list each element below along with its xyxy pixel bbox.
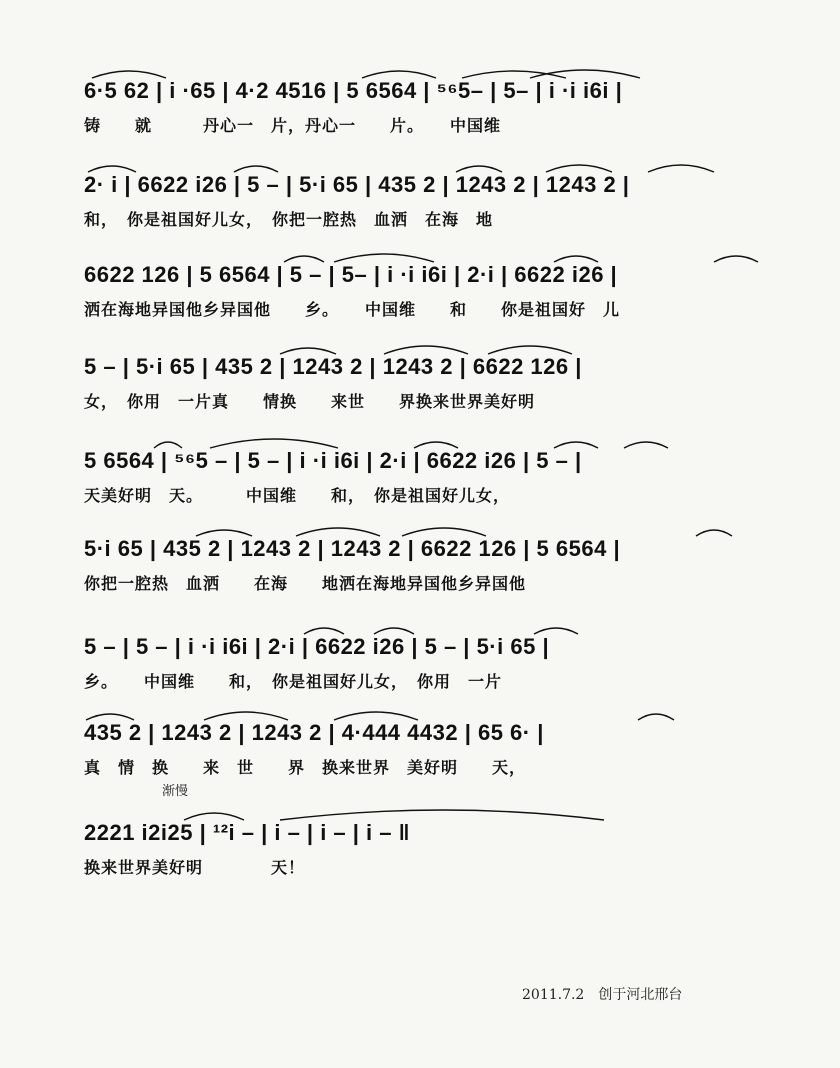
music-system-4: [84, 350, 760, 430]
tempo-marking: 渐慢: [162, 784, 189, 799]
jianpu-notes: 5 6564 | ⁵⁶5 – | 5 – | i ·i i6i | 2·i | 6622 i26 | 5 – |: [84, 448, 582, 473]
jianpu-notes: 6·5 62 | i ·65 | 4·2 4516 | 5 6564 | ⁵⁶5– | 5– | i ·i i6i |: [84, 78, 623, 103]
lyrics-line: 你把一腔热 血洒 在海 地洒在海地异国他乡异国他: [84, 574, 527, 593]
lyrics-line: 女， 你用 一片真 情换 来世 界换来世界美好明: [84, 392, 536, 411]
lyrics-line: 铸 就 丹心一 片，丹心一 片。 中国维: [84, 116, 502, 135]
jianpu-notes: 5·i 65 | 435 2 | 1243 2 | 1243 2 | 6622 126 | 5 6564 |: [84, 536, 621, 561]
jianpu-notes: 435 2 | 1243 2 | 1243 2 | 4·444 4432 | 65 6· |: [84, 720, 544, 745]
lyrics-line: 换来世界美好明 天！: [84, 858, 306, 877]
jianpu-notes: 6622 126 | 5 6564 | 5 – | 5– | i ·i i6i | 2·i | 6622 i26 |: [84, 262, 618, 287]
music-system-9: [84, 816, 760, 896]
music-system-2: [84, 168, 760, 248]
lyrics-line: 真 情 换 来 世 界 换来世界 美好明 天，: [84, 758, 527, 777]
lyrics-line: 乡。 中国维 和， 你是祖国好儿女， 你用 一片: [84, 672, 503, 691]
lyrics-line: 和， 你是祖国好儿女， 你把一腔热 血洒 在海 地: [84, 210, 494, 229]
music-system-1: [84, 74, 760, 154]
lyrics-line: 洒在海地异国他乡异国他 乡。 中国维 和 你是祖国好 儿: [84, 300, 621, 319]
music-system-6: [84, 532, 760, 612]
jianpu-notes: 2221 i2i25 | ¹²i – | i – | i – | i – ‖: [84, 820, 411, 845]
music-system-7: [84, 630, 760, 710]
composition-date-place: 2011.7.2 创于河北邢台: [522, 987, 683, 1003]
jianpu-notes: 5 – | 5·i 65 | 435 2 | 1243 2 | 1243 2 | 6622 126 |: [84, 354, 582, 379]
jianpu-notes: 5 – | 5 – | i ·i i6i | 2·i | 6622 i26 | 5 – | 5·i 65 |: [84, 634, 550, 659]
jianpu-notes: 2· i | 6622 i26 | 5 – | 5·i 65 | 435 2 | 1243 2 | 1243 2 |: [84, 172, 630, 197]
music-system-5: [84, 444, 760, 524]
music-system-3: [84, 258, 760, 338]
lyrics-line: 天美好明 天。 中国维 和， 你是祖国好儿女，: [84, 486, 511, 505]
